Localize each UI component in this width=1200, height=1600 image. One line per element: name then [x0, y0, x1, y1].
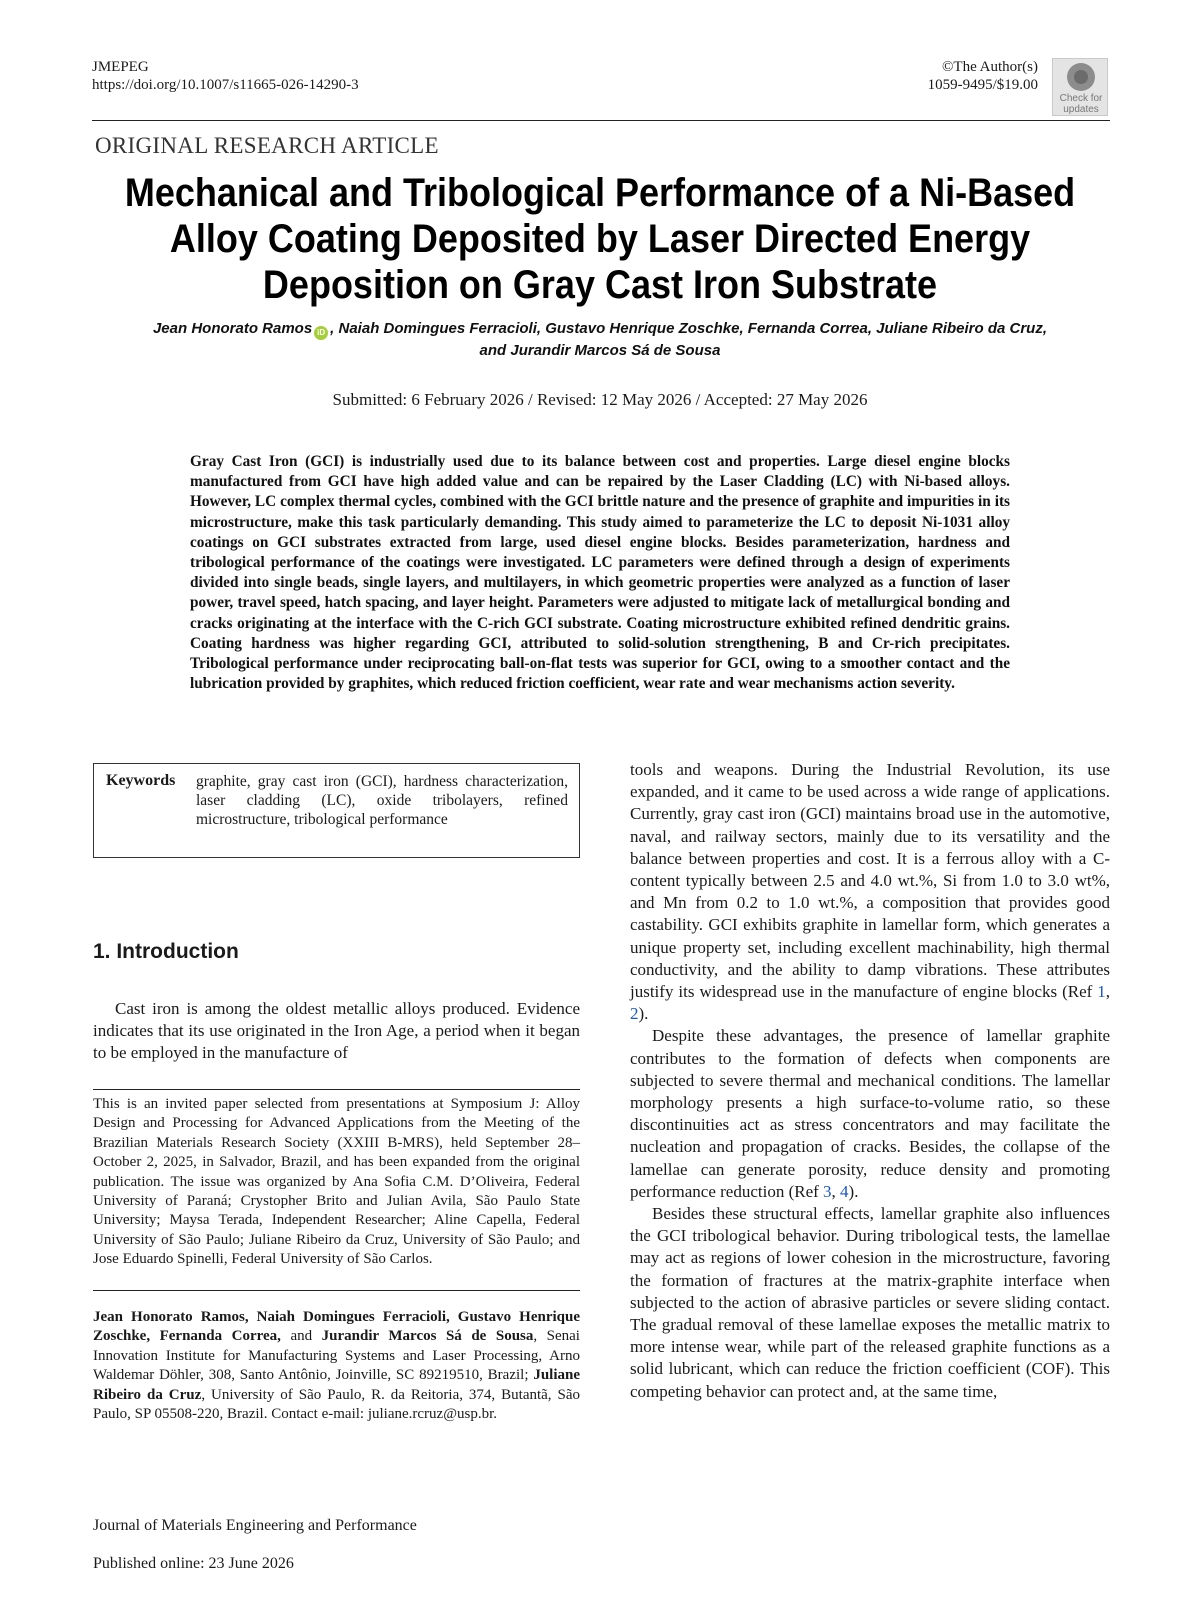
check-for-updates-badge[interactable] — [1052, 58, 1108, 116]
copyright: ©The Author(s) — [942, 59, 1038, 75]
aff-text-2: , University of São Paulo, R. da Reitoria, 374, Butantã, São Paulo, SP 05508-220, Brazil. Contact e-mail: juliane.rcruz@usp.br. — [93, 1386, 581, 1423]
orcid-icon[interactable]: iD — [314, 326, 328, 340]
aff-text-1: , Senai Innovation Institute for Manufacturing Systems and Laser Processing, Arno Waldemar Döhler, 308, Santo Antônio, Joinville, SC 89219510, Brazil; — [93, 1328, 580, 1384]
ref-end-2: ). — [848, 1181, 859, 1201]
para1-text: tools and weapons. During the Industrial Revolution, its use expanded, and it came to be used across a wide range of applications. Currently, gray cast iron (GCI) maintains broad use in the automotive, naval, and railway sectors, mainly due to its versatility and the balance between properties and cost. It is a ferrous alloy with a C-content typically between 2.5 and 4.0 wt.%, Si from 1.0 to 3.0 wt%, and Mn from 0.2 to 1.0 wt.%, a composition that provides good castability. GCI exhibits graphite in lamellar form, which generates a unique property set, including excellent machinability, high thermal conductivity, and the ability to damp vibrations. These attributes justify its widespread use in the manufacture of engine blocks (Ref — [630, 760, 1110, 1002]
check-updates-icon — [1067, 63, 1095, 91]
badge-line-1: Check for — [1059, 93, 1103, 104]
intro-left-paragraph: Cast iron is among the oldest metallic alloys produced. Evidence indicates that its use originated in the Iron Age, a period when it began to be employed in the manufacture of — [93, 999, 580, 1063]
footnote-invited: This is an invited paper selected from presentations at Symposium J: Alloy Design and Processing for Advanced Applications from the Meeting of the Brazilian Materials Research Society (XXIII B-MRS), held September 28–October 2, 2025, in Salvador, Brazil, and has been expanded from the original publication. The issue was organized by Ana Sofia C.M. D’Oliveira, Federal University of Paraná; Crystopher Brito and Julian Avila, São Paulo State University; Maysa Terada, Independent Researcher; Aline Capella, Federal University of São Paulo; Juliane Ribeiro da Cruz, University of São Paulo; and Jose Eduardo Spinelli, Federal University of São Carlos. — [93, 1096, 580, 1268]
keywords-box — [93, 763, 580, 858]
authors-rest-1: , Naiah Domingues Ferracioli, Gustavo Henrique Zoschke, Fernanda Correa, Juliane Ribeiro da Cruz, — [330, 320, 1048, 337]
footnote-rule — [93, 1089, 580, 1090]
submission-dates: Submitted: 6 February 2026 / Revised: 12 May 2026 / Accepted: 27 May 2026 — [332, 390, 868, 409]
ref-sep-2: , — [831, 1181, 841, 1201]
published-date: Published online: 23 June 2026 — [93, 1555, 294, 1572]
article-title: Mechanical and Tribological Performance of a Ni-Based Alloy Coating Deposited by Laser Directed Energy Deposition on Gray Cast Iron Substrate — [124, 171, 1076, 307]
aff-names-2: Jurandir Marcos Sá de Sousa — [321, 1328, 534, 1345]
header-rule — [92, 120, 1110, 121]
author-affiliations — [93, 1308, 580, 1424]
author-list — [90, 318, 1110, 361]
issn-price: 1059-9495/$19.00 — [927, 77, 1038, 93]
ref-link-3[interactable]: 3 — [823, 1181, 832, 1201]
journal-code: JMEPEG — [92, 59, 149, 75]
journal-name: Journal of Materials Engineering and Performance — [93, 1517, 417, 1534]
intro-left-column — [93, 998, 580, 1065]
footnote-divider — [93, 1290, 580, 1291]
intro-right-paragraph-3: Besides these structural effects, lamellar graphite also influences the GCI tribological behavior. During tribological tests, the lamellae may act as regions of lower cohesion in the microstructure, favoring the formation of fractures at the matrix-graphite interface when subjected to the action of abrasive particles or severe sliding contact. The gradual removal of these lamellae exposes the metallic matrix to more intense wear, while part of the released graphite functions as a solid lubricant, which can reduce the friction coefficient (COF). This competing behavior can protect and, at the same time, — [630, 1204, 1110, 1401]
aff-names-1: Jean Honorato Ramos, Naiah Domingues Ferracioli, Gustavo Henrique Zoschke, Fernanda Correa, — [93, 1309, 580, 1345]
keywords-text: graphite, gray cast iron (GCI), hardness characterization, laser cladding (LC), oxide tribolayers, refined microstructure, tribological performance — [196, 773, 568, 828]
aff-and: and — [280, 1328, 322, 1345]
authors-rest-2: and Jurandir Marcos Sá de Sousa — [479, 342, 721, 359]
doi-link[interactable]: https://doi.org/10.1007/s11665-026-14290-3 — [92, 77, 359, 93]
ref-sep-1: , — [1105, 982, 1110, 1002]
ref-link-4[interactable]: 4 — [840, 1181, 849, 1201]
section-heading-introduction: 1. Introduction — [93, 940, 239, 963]
badge-line-2: updates — [1063, 104, 1099, 115]
intro-right-paragraph-1 — [630, 759, 1110, 1025]
running-header-left — [92, 58, 359, 94]
aff-names-3: Juliane Ribeiro da Cruz — [93, 1367, 580, 1403]
intro-right-paragraph-2 — [630, 1025, 1110, 1203]
author-first[interactable]: Jean Honorato Ramos — [152, 320, 313, 337]
article-type: ORIGINAL RESEARCH ARTICLE — [95, 133, 439, 158]
ref-end-1: ). — [638, 1004, 649, 1024]
ref-link-1[interactable]: 1 — [1097, 982, 1106, 1002]
keywords-label: Keywords — [106, 772, 176, 789]
ref-link-2[interactable]: 2 — [630, 1004, 639, 1024]
para2-text: Despite these advantages, the presence of lamellar graphite contributes to the formation of defects when components are subjected to severe thermal and mechanical conditions. The lamellar morphology presents a high surface-to-volume ratio, so these discontinuities act as stress concentrators and may facilitate the nucleation and propagation of cracks. Besides, the collapse of the lamellae can generate porosity, reduce density and promoting performance reduction (Ref — [630, 1026, 1110, 1201]
abstract: Gray Cast Iron (GCI) is industrially used due to its balance between cost and properties. Large diesel engine blocks manufactured from GCI have high added value and can be repaired by the Laser Cladding (LC) with Ni-based alloys. However, LC complex thermal cycles, combined with the GCI brittle nature and the presence of graphite and impurities in its microstructure, make this task particularly demanding. This study aimed to parameterize the LC to deposit Ni-1031 alloy coatings on GCI substrates extracted from large, used diesel engine blocks. Besides parameterization, hardness and tribological performance of the coatings were investigated. LC parameters were defined through a design of experiments divided into single beads, single layers, and multilayers, in which geometric properties were analyzed as a function of laser power, travel speed, hatch spacing, and layer height. Parameters were adjusted to mitigate lack of metallurgical bonding and cracks originating at the interface with the C-rich GCI substrate. Coating microstructure exhibited refined dendritic grains. Coating hardness was higher regarding GCI, attributed to solid-solution strengthening, B and Cr-rich precipitates. Tribological performance under reciprocating ball-on-flat tests was superior for GCI, owing to a smoother contact and the lubrication provided by graphites, which reduced friction coefficient, wear rate and wear mechanisms action severity. — [190, 453, 1010, 693]
intro-right-column — [630, 759, 1110, 1403]
running-header-right — [820, 58, 1038, 94]
